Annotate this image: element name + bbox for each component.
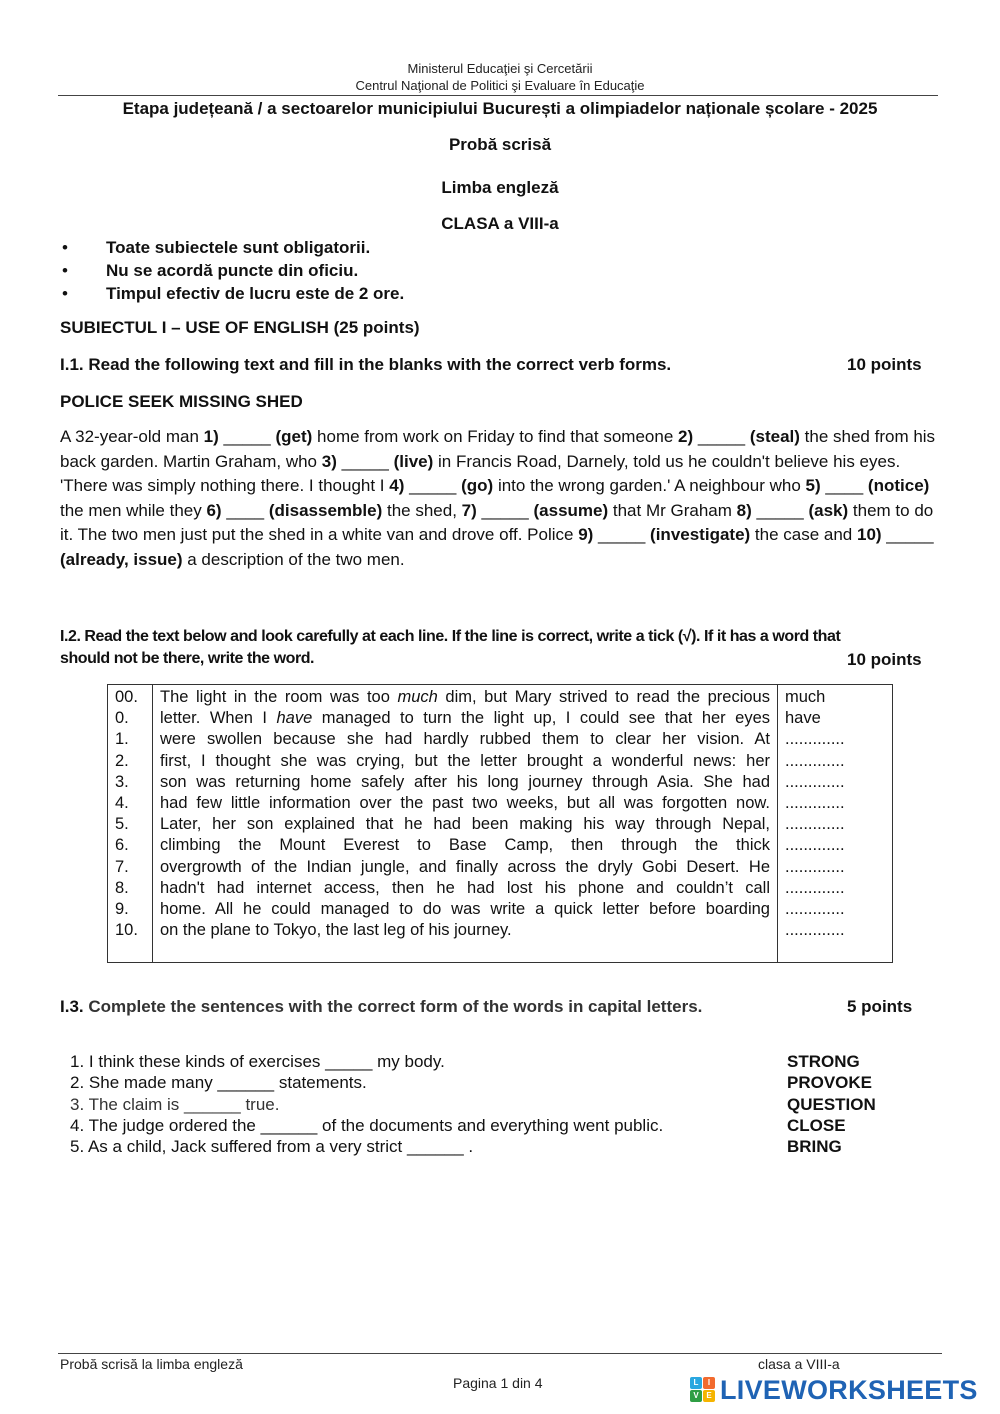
passage-cue: 10)	[857, 525, 882, 544]
logo-icon	[690, 1377, 716, 1403]
passage-run: _____	[404, 476, 462, 495]
line-text-run: first, I thought she was crying, but the letter brought a wonderful news: her	[160, 751, 770, 770]
section-title: SUBIECTUL I – USE OF ENGLISH (25 points)	[60, 318, 420, 337]
line-text-run: dim, but Mary strived to read the precious	[437, 688, 770, 706]
answer-slot[interactable]: .............	[785, 857, 845, 876]
sentence-item[interactable]: 2. She made many ______ statements.	[70, 1073, 367, 1093]
task2-instruction-line2: should not be there, write the word.	[60, 650, 315, 667]
line-number: 0.	[115, 709, 129, 728]
answer-slot[interactable]: .............	[785, 900, 845, 919]
passage-cue: 8)	[736, 500, 752, 520]
answer-slot: have	[785, 709, 821, 728]
logo-letter: I	[703, 1377, 715, 1389]
example-word: have	[276, 709, 313, 728]
capital-word: QUESTION	[787, 1094, 876, 1114]
bullet-icon: •	[62, 284, 68, 303]
passage-title: POLICE SEEK MISSING SHED	[60, 392, 303, 411]
answers-column	[778, 685, 893, 963]
passage-run: the shed,	[382, 500, 462, 520]
line-text-run: letter. When I	[160, 709, 277, 728]
passage-cue: 7)	[461, 500, 477, 520]
capital-word: PROVOKE	[787, 1073, 873, 1093]
line-text	[160, 729, 770, 750]
line-number: 3.	[115, 772, 129, 791]
answer-slot[interactable]: .............	[785, 921, 845, 940]
line-number: 10.	[115, 921, 138, 940]
passage-run: the case and	[750, 525, 857, 544]
passage-run: _____	[881, 525, 934, 544]
task3-label: I.3.	[60, 997, 84, 1016]
line-text-run: were swollen because she had hardly rubbed them to clear her vision. At	[160, 730, 770, 749]
task3-points: 5 points	[847, 997, 913, 1016]
passage-run: _____	[336, 451, 394, 471]
center-name: Centrul Naţional de Politici şi Evaluare în Educaţie	[355, 78, 645, 93]
passage-run: ____	[221, 500, 269, 520]
passage-text	[60, 425, 940, 572]
passage-cue: 9)	[578, 525, 594, 544]
line-number: 9.	[115, 900, 129, 919]
passage-run: ____	[820, 476, 868, 495]
line-text-run: managed to turn the light up, I could see that her eyes	[312, 709, 770, 728]
rule-item: • Timpul efectiv de lucru este de 2 ore.	[62, 284, 405, 303]
line-text	[160, 857, 770, 878]
passage-cue: 2)	[678, 427, 694, 446]
passage-cue: (steal)	[749, 427, 800, 446]
sentence-item[interactable]: 3. The claim is ______ true.	[70, 1094, 280, 1114]
line-text-run: had few little information over the past two weeks, but all was forgotten now.	[160, 794, 770, 813]
passage-run: _____	[693, 427, 750, 446]
passage-cue: 1)	[203, 427, 219, 446]
passage-cue: 3)	[321, 451, 337, 471]
passage-cue: (go)	[461, 476, 494, 495]
passage-run: home from work on Friday to find that someone	[312, 427, 678, 446]
exam-type: Probă scrisă	[448, 135, 552, 154]
rule-item: • Nu se acordă puncte din oficiu.	[62, 261, 359, 280]
line-text-run: on the plane to Tokyo, the last leg of his journey.	[160, 921, 512, 940]
passage-cue: (notice)	[867, 476, 930, 495]
liveworksheets-logo[interactable]	[690, 1376, 978, 1404]
line-text-run: climbing the Mount Everest to Base Camp, then through the thick	[160, 836, 770, 855]
passage-run: the shed from his back garden. Martin Graham, who	[60, 427, 936, 471]
answer-slot[interactable]: .............	[785, 751, 845, 770]
passage-run: them to do it. The two men just put the shed in a white van and drove off. Police	[60, 500, 934, 544]
passage-cue: (ask)	[808, 500, 849, 520]
line-text	[160, 920, 770, 941]
line-text	[160, 835, 770, 856]
line-text	[160, 814, 770, 835]
passage-cue: (already, issue)	[60, 549, 183, 569]
footer-right: clasa a VIII-a	[758, 1356, 840, 1372]
task3-instruction	[60, 997, 702, 1017]
logo-letter: V	[690, 1390, 702, 1402]
rule-item: • Toate subiectele sunt obligatorii.	[62, 238, 371, 257]
logo-text: LIVEWORKSHEETS	[720, 1374, 978, 1405]
table-row	[108, 685, 893, 963]
passage-cue: (disassemble)	[268, 500, 383, 520]
ministry-name: Ministerul Educaţiei şi Cercetării	[407, 61, 593, 76]
line-number: 00.	[115, 688, 138, 706]
answer-slot[interactable]: .............	[785, 815, 845, 834]
capital-words-list	[787, 1051, 876, 1157]
capital-word: BRING	[787, 1137, 842, 1157]
passage-run: _____	[218, 427, 276, 446]
passage-run: the men while they	[60, 500, 207, 520]
rules-list	[60, 236, 404, 305]
logo-letter: E	[703, 1390, 715, 1402]
line-text-run: hadn't had internet access, then he had lost his phone and couldn’t call	[160, 878, 770, 897]
sentence-item[interactable]: 5. As a child, Jack suffered from a very strict ______ .	[70, 1137, 474, 1157]
answer-slot[interactable]: .............	[785, 878, 845, 897]
line-text	[160, 708, 770, 729]
example-word: much	[397, 688, 438, 706]
passage-cue: 6)	[206, 500, 222, 520]
passage-run: _____	[593, 525, 651, 544]
line-number: 5.	[115, 815, 129, 834]
subject-title: Limba engleză	[441, 178, 559, 197]
grade-title: CLASA a VIII-a	[441, 214, 559, 233]
passage-run: into the wrong garden.' A neighbour who	[493, 476, 806, 495]
page-number: Pagina 1 din 4	[453, 1375, 543, 1391]
answer-slot: much	[785, 688, 826, 706]
passage-run: that Mr Graham	[608, 500, 737, 520]
error-lines-table	[107, 684, 893, 963]
line-number: 8.	[115, 878, 129, 897]
answer-slot[interactable]: .............	[785, 730, 845, 749]
line-text-run: son was returning home safely after his long journey through Asia. She had	[160, 772, 770, 791]
passage-run: a description of the two men.	[182, 549, 405, 569]
passage-cue: 4)	[389, 476, 405, 495]
task1-instruction: I.1. Read the following text and fill in the blanks with the correct verb forms.	[60, 355, 672, 374]
passage-run: in Francis Road, Darnely, told us he couldn't believe his eyes. 'There was simply nothing there. I thought I	[60, 451, 901, 495]
line-number: 7.	[115, 857, 129, 876]
passage-run: _____	[751, 500, 809, 520]
line-text-run: overgrowth of the Indian jungle, and finally across the dryly Gobi Desert. He	[160, 857, 770, 876]
bullet-icon: •	[62, 238, 68, 257]
line-text-column	[153, 685, 778, 963]
passage-cue: (investigate)	[650, 525, 751, 544]
sentence-item[interactable]: 1. I think these kinds of exercises _____ my body.	[70, 1052, 445, 1071]
line-text	[160, 899, 770, 920]
answer-slot[interactable]: .............	[785, 836, 845, 855]
sentences-list	[70, 1051, 663, 1157]
task3-instruction-text: Complete the sentences with the correct form of the words in capital letters.	[88, 997, 703, 1016]
line-numbers-column	[108, 685, 153, 963]
answer-slot[interactable]: .............	[785, 794, 845, 813]
passage-cue: (live)	[393, 451, 434, 471]
line-number: 4.	[115, 794, 129, 813]
task2-instruction-line1: I.2. Read the text below and look carefully at each line. If the line is correct, write a tick (√). If it has a word that	[60, 628, 841, 645]
bullet-icon: •	[62, 261, 68, 280]
line-text	[160, 751, 770, 772]
capital-word: CLOSE	[787, 1115, 846, 1135]
line-text	[160, 687, 770, 708]
footer-divider	[58, 1353, 942, 1354]
passage-cue: (get)	[275, 427, 313, 446]
passage-cue: 5)	[805, 476, 821, 495]
header-divider	[58, 95, 938, 96]
line-text	[160, 793, 770, 814]
passage-run: A 32-year-old man	[60, 427, 204, 446]
task2-points: 10 points	[847, 650, 922, 669]
line-text-run: The light in the room was too	[160, 688, 398, 706]
line-number: 1.	[115, 730, 129, 749]
answer-slot[interactable]: .............	[785, 772, 845, 791]
line-number: 2.	[115, 751, 129, 770]
footer-left: Probă scrisă la limba engleză	[60, 1356, 243, 1372]
capital-word: STRONG	[787, 1052, 860, 1071]
sentence-item[interactable]: 4. The judge ordered the ______ of the documents and everything went public.	[70, 1115, 664, 1135]
line-text	[160, 878, 770, 899]
line-number: 6.	[115, 836, 129, 855]
stage-title: Etapa județeană / a sectoarelor municipiului București a olimpiadelor naționale școlare - 2025	[122, 99, 878, 118]
passage-cue: (assume)	[533, 500, 609, 520]
line-text	[160, 772, 770, 793]
line-text-run: home. All he could managed to do was write a quick letter before boarding	[160, 900, 770, 919]
task1-points: 10 points	[847, 355, 922, 374]
logo-letter: L	[690, 1377, 702, 1389]
passage-run: _____	[476, 500, 534, 520]
line-text-run: Later, her son explained that he had been making his way through Nepal,	[160, 815, 770, 834]
